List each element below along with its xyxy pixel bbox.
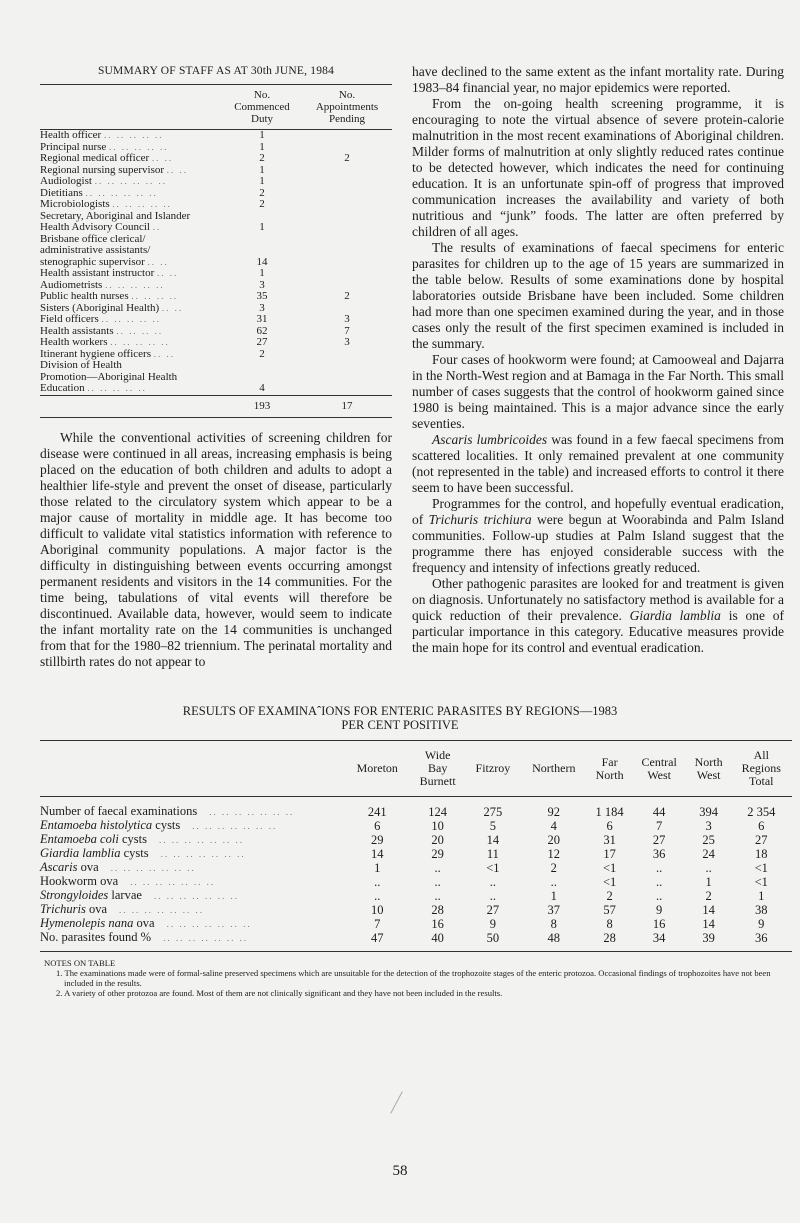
cell-value: 1 bbox=[550, 888, 557, 903]
staff-row bbox=[40, 130, 392, 142]
page-number: 58 bbox=[392, 1163, 408, 1179]
cell-value: .. bbox=[550, 874, 557, 889]
region-column-header: Fitzroy bbox=[475, 761, 511, 775]
header-blank bbox=[40, 85, 222, 130]
commenced-duty-count: 2 bbox=[259, 187, 265, 199]
row-label bbox=[40, 875, 345, 889]
cell-value: 92 bbox=[547, 804, 561, 819]
paragraph bbox=[412, 432, 784, 496]
commenced-duty-count: 1 bbox=[259, 176, 265, 187]
staff-role: Secretary, Aboriginal and Islander bbox=[40, 210, 191, 222]
region-column-header: North West bbox=[694, 754, 723, 782]
staff-role: Brisbane office clerical/ bbox=[40, 233, 146, 245]
cell-value: 9 bbox=[656, 902, 663, 917]
cell-value: 17 bbox=[603, 846, 616, 861]
staff-row bbox=[40, 257, 392, 269]
cell-value: 9 bbox=[489, 916, 496, 931]
results-table-title bbox=[0, 704, 800, 732]
results-subtitle-line: PER CENT POSITIVE bbox=[341, 718, 459, 732]
cell-value: .. bbox=[374, 874, 381, 889]
table-notes bbox=[44, 958, 794, 998]
staff-row bbox=[40, 268, 392, 280]
staff-row bbox=[40, 303, 392, 315]
table-row bbox=[40, 875, 792, 889]
appointments-pending-count: 7 bbox=[344, 325, 350, 337]
staff-row bbox=[40, 153, 392, 165]
staff-role: Regional nursing supervisor bbox=[40, 164, 165, 176]
cell-value: 8 bbox=[606, 916, 613, 931]
cell-value: 27 bbox=[652, 832, 666, 847]
cell-value: 16 bbox=[652, 916, 666, 931]
paragraph bbox=[40, 430, 392, 670]
cell-value: 6 bbox=[758, 818, 765, 833]
leader-dots: .. .. .. .. .. .. .. bbox=[119, 905, 205, 915]
table-row bbox=[40, 931, 792, 945]
appointments-pending-count bbox=[302, 130, 392, 142]
cell-value: 1 bbox=[705, 874, 712, 889]
staff-role: administrative assistants/ bbox=[40, 245, 151, 256]
staff-table-title: SUMMARY OF STAFF AS AT 30th JUNE, 1984 bbox=[97, 65, 335, 77]
italic-term: Trichuris trichiura bbox=[428, 512, 532, 527]
italic-term: Hymenolepis nana bbox=[40, 916, 134, 930]
commenced-duty-count: 1 bbox=[259, 129, 265, 141]
total-duty: 193 bbox=[253, 399, 271, 412]
staff-role: Health assistant instructor bbox=[40, 268, 155, 279]
staff-row bbox=[40, 349, 392, 361]
cell-value: 34 bbox=[652, 930, 666, 945]
italic-term: Giardia lamblia bbox=[629, 608, 721, 623]
region-column-header: Central West bbox=[641, 754, 677, 782]
cell-value: <1 bbox=[602, 874, 617, 889]
leader-dots: .. .. .. .. .. bbox=[101, 314, 162, 324]
text-segment: cysts bbox=[120, 846, 149, 860]
cell-value: 14 bbox=[702, 902, 715, 917]
cell-value: 27 bbox=[486, 902, 500, 917]
staff-row bbox=[40, 326, 392, 338]
staff-row bbox=[40, 280, 392, 292]
cell-value: 20 bbox=[431, 832, 444, 847]
leader-dots: .. .. .. .. .. .. .. bbox=[192, 821, 278, 831]
cell-value: .. bbox=[656, 888, 663, 903]
text-segment: Other pathogenic parasites are looked for and treatment is given on diagnosis. Unfortunately no satisfactory method is available for a quick reduction of their prevalence. bbox=[412, 576, 784, 623]
cell-value: 14 bbox=[371, 846, 384, 861]
cell-value: .. bbox=[434, 888, 441, 903]
leader-dots: .. .. .. .. .. .. .. bbox=[166, 919, 252, 929]
cell-value: 20 bbox=[547, 832, 561, 847]
leader-dots: .. .. bbox=[147, 256, 169, 267]
cell-value: 1 bbox=[374, 860, 381, 875]
staff-role: Sisters (Aboriginal Health) bbox=[40, 302, 160, 314]
staff-role: Dietitians bbox=[40, 187, 83, 199]
cell-value: 14 bbox=[702, 916, 715, 931]
cell-value: 50 bbox=[486, 930, 500, 945]
cell-value: .. bbox=[434, 860, 441, 875]
commenced-duty-count: 2 bbox=[259, 153, 265, 164]
left-column bbox=[40, 64, 392, 670]
italic-term: Entamoeba histolytica bbox=[40, 818, 153, 832]
appointments-pending-count bbox=[302, 222, 392, 234]
region-column-header: Far North bbox=[595, 754, 624, 782]
table-row bbox=[40, 917, 792, 931]
staff-row bbox=[40, 337, 392, 349]
cell-value: 11 bbox=[486, 846, 499, 861]
paragraph bbox=[412, 352, 784, 432]
staff-role: Health workers bbox=[40, 337, 108, 348]
results-title-line: RESULTS OF EXAMINAˆIONS FOR ENTERIC PARASITES BY REGIONS—1983 bbox=[182, 704, 618, 718]
cell-value: 57 bbox=[603, 902, 616, 917]
cell-value: .. bbox=[374, 888, 381, 903]
row-label bbox=[40, 819, 345, 833]
staff-role: Audiometrists bbox=[40, 279, 103, 291]
commenced-duty-count: 1 bbox=[259, 222, 265, 233]
leader-dots: .. .. bbox=[161, 302, 184, 313]
table-row bbox=[40, 861, 792, 875]
staff-role: Public health nurses bbox=[40, 291, 129, 302]
table-row bbox=[40, 819, 792, 833]
row-label bbox=[40, 847, 345, 861]
appointments-pending-count bbox=[302, 268, 392, 280]
row-label bbox=[40, 917, 345, 931]
cell-value: 9 bbox=[758, 916, 765, 931]
cell-value: 16 bbox=[431, 916, 444, 931]
leader-dots: .. .. .. .. .. .. .. bbox=[130, 877, 216, 887]
staff-role: Audiologist bbox=[40, 176, 92, 187]
cell-value: 28 bbox=[603, 930, 616, 945]
header-commenced-duty: No. Commenced Duty bbox=[234, 89, 290, 125]
cell-value: 6 bbox=[606, 818, 613, 833]
right-column bbox=[412, 64, 784, 656]
region-column-header: Wide Bay Burnett bbox=[419, 748, 456, 788]
text-segment: ova bbox=[85, 902, 108, 916]
italic-term: Trichuris bbox=[40, 902, 86, 916]
staff-row bbox=[40, 314, 392, 326]
cell-value: 31 bbox=[603, 832, 616, 847]
text-segment: have declined to the same extent as the infant mortality rate. During 1983–84 financial year, no major epidemics were reported. bbox=[412, 64, 784, 95]
commenced-duty-count: 14 bbox=[256, 256, 268, 268]
table-row bbox=[40, 797, 792, 820]
paragraph bbox=[412, 96, 784, 240]
staff-summary-table bbox=[40, 84, 392, 418]
text-segment: ova bbox=[77, 860, 99, 874]
cell-value: 124 bbox=[428, 804, 448, 819]
cell-value: .. bbox=[489, 888, 496, 903]
text-segment: larvae bbox=[108, 888, 142, 902]
text-segment: cysts bbox=[152, 818, 181, 832]
staff-row bbox=[40, 165, 392, 177]
staff-row bbox=[40, 211, 392, 223]
appointments-pending-count bbox=[302, 349, 392, 361]
cell-value: .. bbox=[656, 860, 663, 875]
leader-dots: .. .. .. .. .. .. .. bbox=[209, 807, 295, 817]
cell-value: 2 bbox=[550, 860, 557, 875]
two-column-body bbox=[0, 64, 800, 670]
cell-value: 3 bbox=[705, 818, 712, 833]
paragraph bbox=[412, 240, 784, 352]
staff-role: Division of Health bbox=[40, 360, 122, 371]
cell-value: 14 bbox=[486, 832, 500, 847]
cell-value: 37 bbox=[547, 902, 561, 917]
commenced-duty-count: 35 bbox=[256, 291, 268, 302]
italic-term: Giardia lamblia bbox=[40, 846, 121, 860]
appointments-pending-count bbox=[302, 142, 392, 154]
cell-value: 1 bbox=[758, 888, 765, 903]
cell-value: 7 bbox=[374, 916, 381, 931]
leader-dots: .. .. .. .. .. .. .. bbox=[110, 863, 196, 873]
leader-dots: .. .. .. .. .. bbox=[103, 130, 164, 140]
cell-value: .. bbox=[656, 874, 663, 889]
text-segment: Four cases of hookworm were found; at Camooweal and Dajarra in the North-West region and at Bamaga in the Far North. This small number of cases suggests that the control of hookworm gained since 1980 is being maintained. This is a major advance since the early seventies. bbox=[412, 352, 784, 431]
cell-value: 7 bbox=[656, 818, 663, 833]
cell-value: 36 bbox=[652, 846, 666, 861]
leader-dots: .. .. .. .. .. .. .. bbox=[153, 891, 239, 901]
text-segment: is one of particular importance in this category. Educative measures provide the main hope for its control and eventual eradication. bbox=[412, 608, 784, 655]
cell-value: 24 bbox=[702, 846, 715, 861]
text-segment: Hookworm ova bbox=[40, 874, 119, 888]
row-label bbox=[40, 861, 345, 875]
leader-dots: .. .. .. .. .. .. .. bbox=[160, 849, 246, 859]
cell-value: 8 bbox=[550, 916, 557, 931]
commenced-duty-count: 4 bbox=[259, 383, 265, 394]
table-row bbox=[40, 833, 792, 847]
leader-dots: .. .. .. .. bbox=[116, 325, 164, 336]
cell-value: 10 bbox=[431, 818, 444, 833]
cell-value: 25 bbox=[702, 832, 715, 847]
text-segment: ova bbox=[133, 916, 155, 930]
notes-heading: NOTES ON TABLE bbox=[44, 958, 116, 968]
cell-value: 5 bbox=[489, 818, 496, 833]
appointments-pending-count bbox=[302, 280, 392, 292]
staff-role: Health assistants bbox=[40, 325, 114, 337]
leader-dots: .. .. bbox=[166, 164, 189, 175]
staff-role: stenographic supervisor bbox=[40, 256, 145, 268]
appointments-pending-count bbox=[302, 383, 392, 395]
staff-row bbox=[40, 245, 392, 257]
leader-dots: .. .. .. .. .. .. .. bbox=[158, 835, 244, 845]
paragraph bbox=[412, 64, 784, 96]
cell-value: 275 bbox=[483, 804, 503, 819]
cell-value: 36 bbox=[755, 930, 768, 945]
staff-role: Promotion—Aboriginal Health bbox=[40, 371, 178, 383]
staff-role: Field officers bbox=[40, 314, 99, 325]
cell-value: .. bbox=[434, 874, 441, 889]
appointments-pending-count bbox=[302, 176, 392, 188]
row-label bbox=[40, 833, 345, 847]
cell-value: <1 bbox=[486, 860, 500, 875]
cell-value: 2 bbox=[606, 888, 613, 903]
leader-dots: .. .. bbox=[151, 153, 174, 163]
cell-value: 241 bbox=[367, 804, 387, 819]
commenced-duty-count: 3 bbox=[259, 302, 265, 314]
leader-dots: .. .. .. .. .. bbox=[110, 337, 170, 347]
header-appointments-pending: No. Appointments Pending bbox=[315, 89, 379, 125]
italic-term: Ascaris bbox=[40, 860, 78, 874]
cell-value: <1 bbox=[754, 860, 768, 875]
appointments-pending-count bbox=[302, 257, 392, 269]
cell-value: 4 bbox=[550, 818, 557, 833]
cell-value: 48 bbox=[547, 930, 561, 945]
commenced-duty-count: 3 bbox=[259, 279, 265, 291]
staff-role: Microbiologists bbox=[40, 199, 110, 210]
cell-value: 38 bbox=[755, 902, 768, 917]
row-label bbox=[40, 903, 345, 917]
table-row bbox=[40, 903, 792, 917]
left-body-text bbox=[40, 430, 392, 670]
cell-value: 44 bbox=[652, 804, 666, 819]
cell-value: 12 bbox=[547, 846, 561, 861]
staff-row bbox=[40, 383, 392, 395]
leader-dots: .. .. .. .. .. .. bbox=[85, 187, 158, 198]
italic-term: Entamoeba coli bbox=[40, 832, 119, 846]
text-segment: cysts bbox=[118, 832, 147, 846]
commenced-duty-count: 62 bbox=[256, 325, 268, 337]
staff-row bbox=[40, 199, 392, 211]
staff-role: Regional medical officer bbox=[40, 153, 150, 164]
text-segment: While the conventional activities of screening children for disease were continued in all areas, increasing emphasis is being placed on the education of both children and adults to adopt a healthier life-style and prevent the onset of disease, particularly those related to the circulatory system which appear to be a major cause of mortality in middle age. It has become too difficult to validate vital statistics information with reference to Aboriginal community populations. A major factor is the difficulty in distinguishing between events occurring amongst permanent residents and visitors in the 14 communities. For the time being, tabulations of vital events will therefore be discontinued. Available data, however, would seem to indicate the infant mortality rate on the 14 communities is unchanged from that for the 1980–82 triennium. The perinatal mortality and stillbirth rates do not appear to bbox=[40, 430, 392, 669]
cell-value: 29 bbox=[371, 832, 384, 847]
cell-value: 1 184 bbox=[595, 804, 624, 819]
staff-row bbox=[40, 291, 392, 303]
pen-mark bbox=[390, 1091, 403, 1114]
staff-row bbox=[40, 222, 392, 234]
note-1: 1. The examinations made were of formal-saline preserved specimens which are unsuitable for the detection of the trophozoite stages of the enteric protozoa. Occasional findings of trophozoites have not been included in the results. bbox=[56, 968, 771, 988]
leader-dots: .. .. bbox=[153, 348, 175, 359]
text-segment: No. parasites found % bbox=[40, 930, 152, 944]
cell-value: 40 bbox=[431, 930, 444, 945]
region-column-header: Moreton bbox=[356, 761, 398, 775]
text-segment: were begun at Woorabinda and Palm Island communities. Follow-up studies at Palm Island suggest that the programme there has enjoyed considerable success with the frequency and intensity of infections greatly reduced. bbox=[412, 512, 784, 575]
cell-value: 394 bbox=[699, 804, 718, 819]
leader-dots: .. .. .. .. .. .. .. bbox=[163, 933, 249, 943]
leader-dots: .. .. .. .. .. bbox=[105, 279, 165, 290]
region-column-header: Northern bbox=[532, 761, 576, 775]
staff-row bbox=[40, 188, 392, 200]
leader-dots: .. .. .. .. .. .. bbox=[94, 176, 167, 186]
appointments-pending-count: 2 bbox=[344, 291, 350, 302]
paragraph bbox=[412, 576, 784, 656]
italic-term: Strongyloides bbox=[40, 888, 109, 902]
staff-role: Itinerant hygiene officers bbox=[40, 348, 151, 360]
cell-value: <1 bbox=[754, 874, 768, 889]
commenced-duty-count: 1 bbox=[259, 164, 265, 176]
commenced-duty-count: 31 bbox=[256, 314, 268, 325]
commenced-duty-count: 2 bbox=[259, 199, 265, 210]
cell-value: 2 bbox=[705, 888, 712, 903]
staff-row bbox=[40, 234, 392, 246]
results-table bbox=[40, 740, 792, 952]
appointments-pending-count: 2 bbox=[344, 153, 350, 164]
appointments-pending-count bbox=[302, 188, 392, 200]
staff-row bbox=[40, 360, 392, 372]
appointments-pending-count: 3 bbox=[344, 314, 350, 325]
staff-role: Health Advisory Council bbox=[40, 222, 150, 233]
region-column-header: All Regions Total bbox=[741, 748, 781, 788]
cell-value: 28 bbox=[431, 902, 444, 917]
paragraph bbox=[412, 496, 784, 576]
cell-value: 29 bbox=[431, 846, 444, 861]
text-segment: Number of faecal examinations bbox=[40, 804, 198, 818]
appointments-pending-count bbox=[302, 165, 392, 177]
commenced-duty-count: 1 bbox=[259, 268, 265, 279]
cell-value: 6 bbox=[374, 818, 381, 833]
text-segment: From the on-going health screening programme, it is encouraging to note the virtual absence of severe protein-calorie malnutrition in the most recent examinations of Aboriginal children. Milder forms of malnutrition at only slightly reduced rates continue to be detected however, which indicates the need for continuing education. It is an unfortunate spin-off of progress that improved communication increases the availability and variety of both nutritious and “junk” foods. The latter are often preferred by children of all ages. bbox=[412, 96, 784, 239]
text-segment: was found in a few faecal specimens from scattered localities. It only remained prevalent at one community (not represented in the table) and increased efforts to control it there seem to have been successful. bbox=[412, 432, 784, 495]
text-segment: Programmes for the control, and hopefully eventual eradication, of bbox=[412, 496, 784, 527]
row-label bbox=[40, 797, 345, 820]
cell-value: .. bbox=[489, 874, 496, 889]
row-label bbox=[40, 889, 345, 903]
cell-value: .. bbox=[705, 860, 712, 875]
leader-dots: .. .. .. .. .. bbox=[87, 383, 147, 393]
commenced-duty-count: 2 bbox=[259, 348, 265, 360]
leader-dots: .. .. bbox=[157, 268, 179, 278]
commenced-duty-count: 27 bbox=[256, 337, 268, 348]
staff-row bbox=[40, 176, 392, 188]
table-row bbox=[40, 889, 792, 903]
note-2: 2. A variety of other protozoa are found. Most of them are not clinically significant and they have not been included in the results. bbox=[56, 988, 503, 998]
appointments-pending-count: 3 bbox=[344, 337, 350, 348]
italic-term: Ascaris lumbricoides bbox=[432, 432, 548, 447]
leader-dots: .. .. .. .. bbox=[131, 291, 179, 301]
staff-row bbox=[40, 372, 392, 384]
staff-row bbox=[40, 142, 392, 154]
staff-role: Health officer bbox=[40, 129, 102, 141]
appointments-pending-count bbox=[302, 303, 392, 315]
appointments-pending-count bbox=[302, 199, 392, 211]
total-pending: 17 bbox=[341, 399, 353, 412]
table-row bbox=[40, 847, 792, 861]
cell-value: 18 bbox=[755, 846, 768, 861]
staff-role: Education bbox=[40, 383, 85, 394]
text-segment: The results of examinations of faecal specimens for enteric parasites for children up to the age of 15 years are summarized in the table below. Results of some examinations done by hospital laboratories outside Brisbane have been included. Some children had more than one specimen examined during the year, and in those cases only the result of the first specimen examined is included in the summary. bbox=[412, 240, 784, 351]
leader-dots: .. .. .. .. .. bbox=[109, 141, 169, 152]
row-label bbox=[40, 931, 345, 945]
cell-value: 39 bbox=[702, 930, 715, 945]
cell-value: <1 bbox=[602, 860, 617, 875]
cell-value: 47 bbox=[371, 930, 384, 945]
staff-role: Principal nurse bbox=[40, 141, 107, 153]
leader-dots: .. .. .. .. .. bbox=[112, 199, 172, 209]
commenced-duty-count: 1 bbox=[259, 141, 265, 153]
leader-dots: .. bbox=[152, 222, 162, 232]
cell-value: 27 bbox=[755, 832, 768, 847]
cell-value: 10 bbox=[371, 902, 384, 917]
cell-value: 2 354 bbox=[747, 804, 776, 819]
